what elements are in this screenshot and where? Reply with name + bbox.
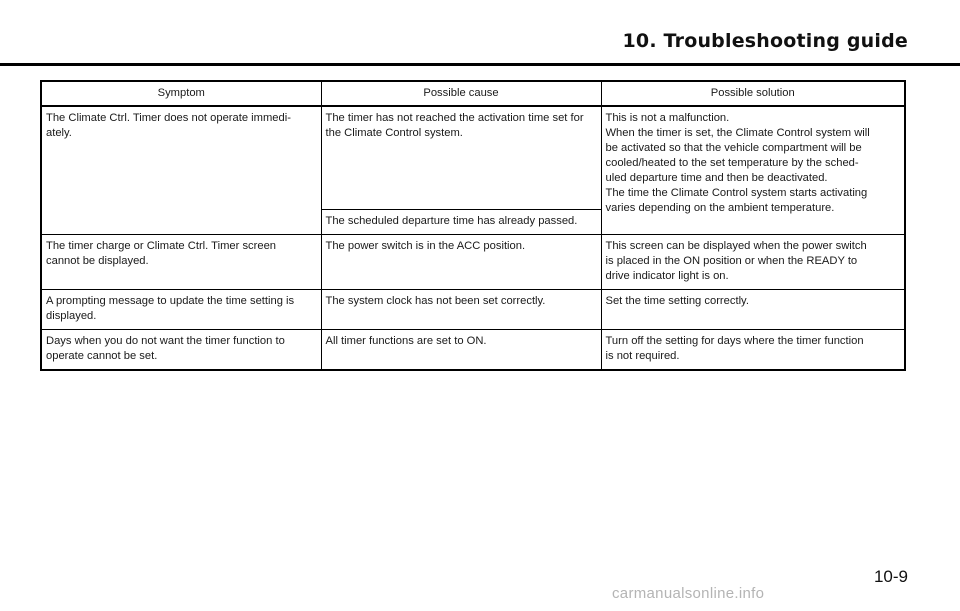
- title-divider: [0, 63, 960, 66]
- symptom-cell: [41, 235, 321, 290]
- troubleshooting-table: [40, 80, 906, 371]
- cause-cell: [321, 106, 601, 210]
- solution-line: drive indicator light is on.: [605, 270, 729, 282]
- symptom-line: The Climate Ctrl. Timer does not operate immedi-: [46, 112, 291, 124]
- table-row: [41, 106, 905, 210]
- solution-cell: [601, 235, 905, 290]
- cause-line: The power switch is in the ACC position.: [325, 240, 526, 252]
- symptom-line: displayed.: [46, 310, 97, 322]
- solution-line: The time the Climate Control system starts activating: [605, 187, 868, 199]
- cause-line: All timer functions are set to ON.: [325, 335, 487, 347]
- solution-line: This screen can be displayed when the power switch: [605, 240, 867, 252]
- solution-line: is not required.: [605, 350, 680, 362]
- cause-line: The scheduled departure time has already passed.: [325, 215, 578, 227]
- cause-cell: [321, 330, 601, 371]
- symptom-cell: [41, 330, 321, 371]
- solution-cell: [601, 330, 905, 371]
- cause-cell: [321, 210, 601, 235]
- solution-line: Set the time setting correctly.: [605, 295, 749, 307]
- page-number: 10-9: [873, 567, 908, 586]
- table-row: [41, 235, 905, 290]
- column-header-possible-cause: Possible cause: [321, 81, 601, 106]
- solution-line: varies depending on the ambient temperature.: [605, 202, 835, 214]
- column-header-symptom: Symptom: [41, 81, 321, 106]
- solution-line: This is not a malfunction.: [605, 112, 730, 124]
- cause-line: The timer has not reached the activation time set for: [325, 112, 584, 124]
- cause-cell: [321, 235, 601, 290]
- symptom-line: ately.: [46, 127, 72, 139]
- solution-line: cooled/heated to the set temperature by the sched-: [605, 157, 859, 169]
- solution-line: is placed in the ON position or when the READY to: [605, 255, 858, 267]
- solution-line: When the timer is set, the Climate Control system will: [605, 127, 870, 139]
- solution-cell: [601, 290, 905, 330]
- symptom-line: The timer charge or Climate Ctrl. Timer screen: [46, 240, 277, 252]
- symptom-line: operate cannot be set.: [46, 350, 158, 362]
- symptom-line: cannot be displayed.: [46, 255, 149, 267]
- cause-cell: [321, 290, 601, 330]
- solution-line: Turn off the setting for days where the timer function: [605, 335, 864, 347]
- symptom-cell: [41, 106, 321, 235]
- cause-line: The system clock has not been set correctly.: [325, 295, 546, 307]
- solution-line: uled departure time and then be deactivated.: [605, 172, 828, 184]
- watermark: carmanualsonline.info: [612, 585, 765, 602]
- symptom-line: A prompting message to update the time setting is: [46, 295, 295, 307]
- table-header-row: [41, 81, 905, 106]
- section-title: 10. Troubleshooting guide: [622, 30, 908, 52]
- cause-line: the Climate Control system.: [325, 127, 463, 139]
- solution-cell: [601, 106, 905, 235]
- solution-line: be activated so that the vehicle compartment will be: [605, 142, 862, 154]
- symptom-line: Days when you do not want the timer function to: [46, 335, 285, 347]
- column-header-possible-solution: Possible solution: [601, 81, 905, 106]
- table-row: [41, 330, 905, 371]
- symptom-cell: [41, 290, 321, 330]
- table-row: [41, 290, 905, 330]
